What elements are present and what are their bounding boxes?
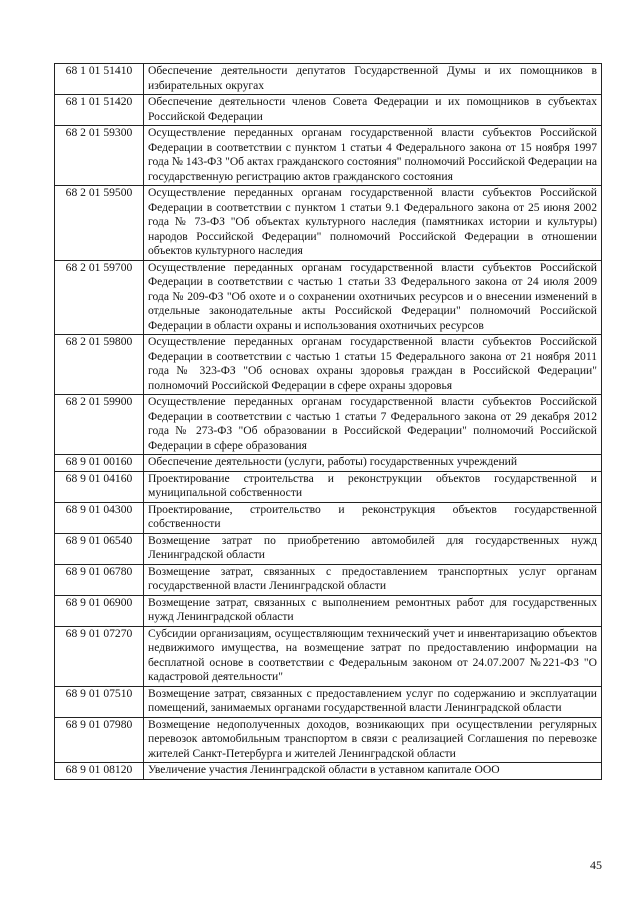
table-body (55, 64, 602, 780)
table-row (55, 95, 602, 126)
table-row (55, 471, 602, 502)
table-row (55, 626, 602, 686)
row-code: 68 2 01 59900 (55, 395, 144, 455)
table-row (55, 64, 602, 95)
budget-classification-table (54, 63, 602, 780)
row-code: 68 9 01 04300 (55, 502, 144, 533)
row-description: Возмещение затрат, связанных с предоставлением транспортных услуг органам государственной власти Ленинградской области (144, 564, 602, 595)
row-code: 68 9 01 06540 (55, 533, 144, 564)
table-row (55, 717, 602, 763)
row-code: 68 2 01 59800 (55, 335, 144, 395)
row-code: 68 9 01 06780 (55, 564, 144, 595)
table-row (55, 686, 602, 717)
row-code: 68 9 01 07270 (55, 626, 144, 686)
row-code: 68 2 01 59500 (55, 186, 144, 261)
row-code: 68 9 01 08120 (55, 763, 144, 780)
row-code: 68 1 01 51410 (55, 64, 144, 95)
table-row (55, 502, 602, 533)
table-row (55, 533, 602, 564)
row-code: 68 2 01 59700 (55, 260, 144, 335)
page-number: 45 (590, 858, 602, 872)
table-row (55, 763, 602, 780)
row-description: Осуществление переданных органам государственной власти субъектов Российской Федерации в соответствии с пунктом 1 статьи 9.1 Федерального закона от 25 июня 2002 года № 73-ФЗ "Об объектах культурного наследия (памятниках истории и культуры) народов Российской Федерации" полномочий Российской Федерации в отношении объектов культурного наследия (144, 186, 602, 261)
row-code: 68 9 01 00160 (55, 455, 144, 472)
row-description: Обеспечение деятельности членов Совета Федерации и их помощников в субъектах Российской Федерации (144, 95, 602, 126)
table-row (55, 395, 602, 455)
row-code: 68 9 01 07510 (55, 686, 144, 717)
row-description: Осуществление переданных органам государственной власти субъектов Российской Федерации в соответствии с частью 1 статьи 15 Федерального закона от 21 ноября 2011 года № 323-ФЗ "Об основах охраны здоровья граждан в Российской Федерации" полномочий Российской Федерации в сфере охраны здоровья (144, 335, 602, 395)
row-description: Обеспечение деятельности депутатов Государственной Думы и их помощников в избирательных округах (144, 64, 602, 95)
table-row (55, 564, 602, 595)
table-row (55, 126, 602, 186)
row-description: Осуществление переданных органам государственной власти субъектов Российской Федерации в соответствии с пунктом 1 статьи 4 Федерального закона от 15 ноября 1997 года № 143-ФЗ "Об актах гражданского состояния" полномочий Российской Федерации на государственную регистрацию актов гражданского состояния (144, 126, 602, 186)
table-row (55, 455, 602, 472)
row-description: Возмещение затрат, связанных с предоставлением услуг по содержанию и эксплуатации помещений, занимаемых органами государственной власти Ленинградской области (144, 686, 602, 717)
row-description: Возмещение затрат по приобретению автомобилей для государственных нужд Ленинградской области (144, 533, 602, 564)
row-description: Увеличение участия Ленинградской области в уставном капитале ООО (144, 763, 602, 780)
row-description: Осуществление переданных органам государственной власти субъектов Российской Федерации в соответствии с частью 1 статьи 7 Федерального закона от 29 декабря 2012 года № 273-ФЗ "Об образовании в Российской Федерации" полномочий Российской Федерации в сфере образования (144, 395, 602, 455)
row-code: 68 9 01 06900 (55, 595, 144, 626)
row-code: 68 1 01 51420 (55, 95, 144, 126)
row-description: Возмещение недополученных доходов, возникающих при осуществлении регулярных перевозок автомобильным транспортом в связи с реализацией Соглашения по перевозке жителей Санкт-Петербурга и жителей Ленинградской области (144, 717, 602, 763)
table-row (55, 260, 602, 335)
table-row (55, 186, 602, 261)
row-code: 68 9 01 07980 (55, 717, 144, 763)
row-description: Осуществление переданных органам государственной власти субъектов Российской Федерации в соответствии с частью 1 статьи 33 Федерального закона от 24 июля 2009 года № 209-ФЗ "Об охоте и о сохранении охотничьих ресурсов и о внесении изменений в отдельные законодательные акты Российской Федерации" полномочий Российской Федерации в области охраны и использования охотничьих ресурсов (144, 260, 602, 335)
row-description: Возмещение затрат, связанных с выполнением ремонтных работ для государственных нужд Ленинградской области (144, 595, 602, 626)
row-description: Проектирование, строительство и реконструкция объектов государственной собственности (144, 502, 602, 533)
row-description: Обеспечение деятельности (услуги, работы) государственных учреждений (144, 455, 602, 472)
row-code: 68 9 01 04160 (55, 471, 144, 502)
row-description: Субсидии организациям, осуществляющим технический учет и инвентаризацию объектов недвижимого имущества, на возмещение затрат по предоставлению информации на бесплатной основе в соответствии с Федеральным законом от 24.07.2007 №221-ФЗ "О кадастровой деятельности" (144, 626, 602, 686)
table-row (55, 595, 602, 626)
table-row (55, 335, 602, 395)
row-description: Проектирование строительства и реконструкции объектов государственной и муниципальной собственности (144, 471, 602, 502)
row-code: 68 2 01 59300 (55, 126, 144, 186)
